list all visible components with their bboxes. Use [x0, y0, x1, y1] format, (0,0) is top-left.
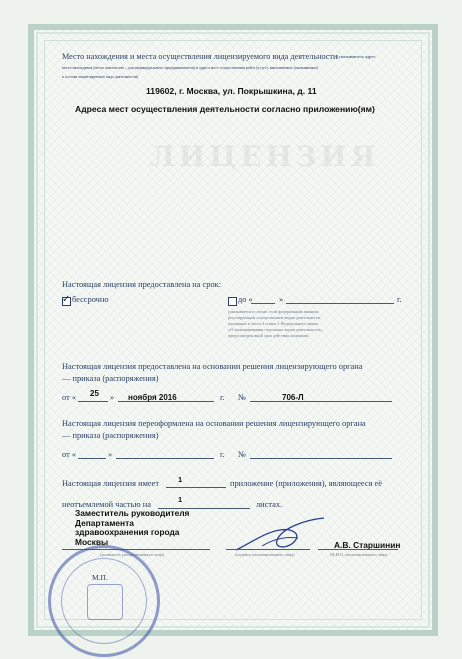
address: 119602, г. Москва, ул. Покрышкина, д. 11	[146, 86, 317, 96]
until-day-field[interactable]	[251, 303, 275, 304]
basis-number-label: №	[238, 393, 246, 402]
signatory-name: А.В. Старшинин	[334, 540, 401, 550]
basis-month-year: ноября 2016	[128, 393, 177, 402]
appendix-line-1-prefix: Настоящая лицензия имеет	[62, 479, 159, 488]
caption-name: (Ф.И.О. уполномоченного лица)	[330, 552, 388, 557]
signature-line	[226, 549, 310, 550]
term-note-1: (указывается в случае, если федеральным законом,	[228, 309, 319, 314]
until-month-field[interactable]	[286, 303, 394, 304]
appendix-line-2-prefix: неотъемлемой частью на	[62, 500, 151, 509]
until-quote-close: »	[279, 295, 284, 304]
name-line	[318, 549, 398, 550]
position-line-1: Заместитель руководителя	[75, 508, 190, 518]
appendix-line-2-suffix: листах.	[256, 500, 283, 509]
signatory-position	[75, 509, 189, 547]
reissue-year-suffix: г.	[220, 450, 225, 459]
appendix-sheets: 1	[178, 495, 183, 504]
reissue-quote-close: »	[108, 450, 113, 459]
until-label: до «	[238, 295, 253, 304]
term-note-3: указанных в части 4 статьи 1 Федерального закона	[228, 321, 319, 326]
location-title: Место нахождения и места осуществления лицензируемого вида деятельности	[62, 52, 338, 61]
term-label: Настоящая лицензия предоставлена на срок:	[62, 280, 222, 289]
basis-quote-close: »	[110, 393, 115, 402]
location-note-3: в составе лицензируемого вида деятельности)	[62, 75, 139, 79]
location-note-2: места нахождения (место жительства – для индивидуального предпринимателя) и адреса мест осуществления работ (услуг), выполняемых (оказываемых)	[62, 66, 319, 70]
appendix-line-1-suffix: приложение (приложения), являющееся её	[230, 479, 382, 488]
indefinite-checkbox[interactable]	[62, 297, 71, 306]
basis-line-2: — приказа (распоряжения)	[62, 374, 159, 383]
term-note-2: регулирующим осуществление видов деятельности,	[228, 315, 322, 320]
indefinite-label: бессрочно	[72, 295, 109, 304]
reissue-line-2: — приказа (распоряжения)	[62, 431, 159, 440]
until-checkbox[interactable]	[228, 297, 237, 306]
basis-number-line	[250, 401, 392, 402]
seal-label: М.П.	[92, 573, 108, 582]
basis-from-label: от «	[62, 393, 77, 402]
location-note-1: (указываются адрес	[337, 54, 376, 59]
basis-day-line	[78, 401, 108, 402]
position-line-2: Департамента	[75, 517, 134, 528]
watermark: ЛИЦЕНЗИЯ	[150, 140, 380, 173]
caption-signature: (подпись уполномоченного лица)	[235, 552, 295, 557]
caption-position: (должность уполномоченного лица)	[100, 552, 165, 557]
position-line-3: здравоохранения города	[75, 527, 180, 538]
term-note-4: «О лицензировании отдельных видов деятельности»,	[228, 327, 324, 332]
basis-number: 706-Л	[282, 393, 304, 402]
reissue-month-field[interactable]	[116, 458, 214, 459]
term-note-5: предусмотрен иной срок действия лицензии)	[228, 333, 309, 338]
reissue-number-label: №	[238, 450, 246, 459]
reissue-from-label: от «	[62, 450, 77, 459]
activity-places: Адреса мест осуществления деятельности согласно приложению(ям)	[75, 104, 375, 114]
reissue-day-field[interactable]	[78, 458, 106, 459]
basis-year-suffix: г.	[220, 393, 225, 402]
basis-day: 25	[90, 389, 99, 398]
reissue-line-1: Настоящая лицензия переоформлена на основании решения лицензирующего органа	[62, 419, 366, 428]
reissue-number-field[interactable]	[250, 458, 392, 459]
basis-line-1: Настоящая лицензия предоставлена на основании решения лицензирующего органа	[62, 362, 363, 371]
appendix-count-line	[166, 487, 226, 488]
position-line-4: Москвы	[75, 536, 109, 547]
until-year-suffix: г.	[397, 295, 402, 304]
official-seal	[48, 545, 160, 657]
appendix-count: 1	[178, 475, 183, 484]
